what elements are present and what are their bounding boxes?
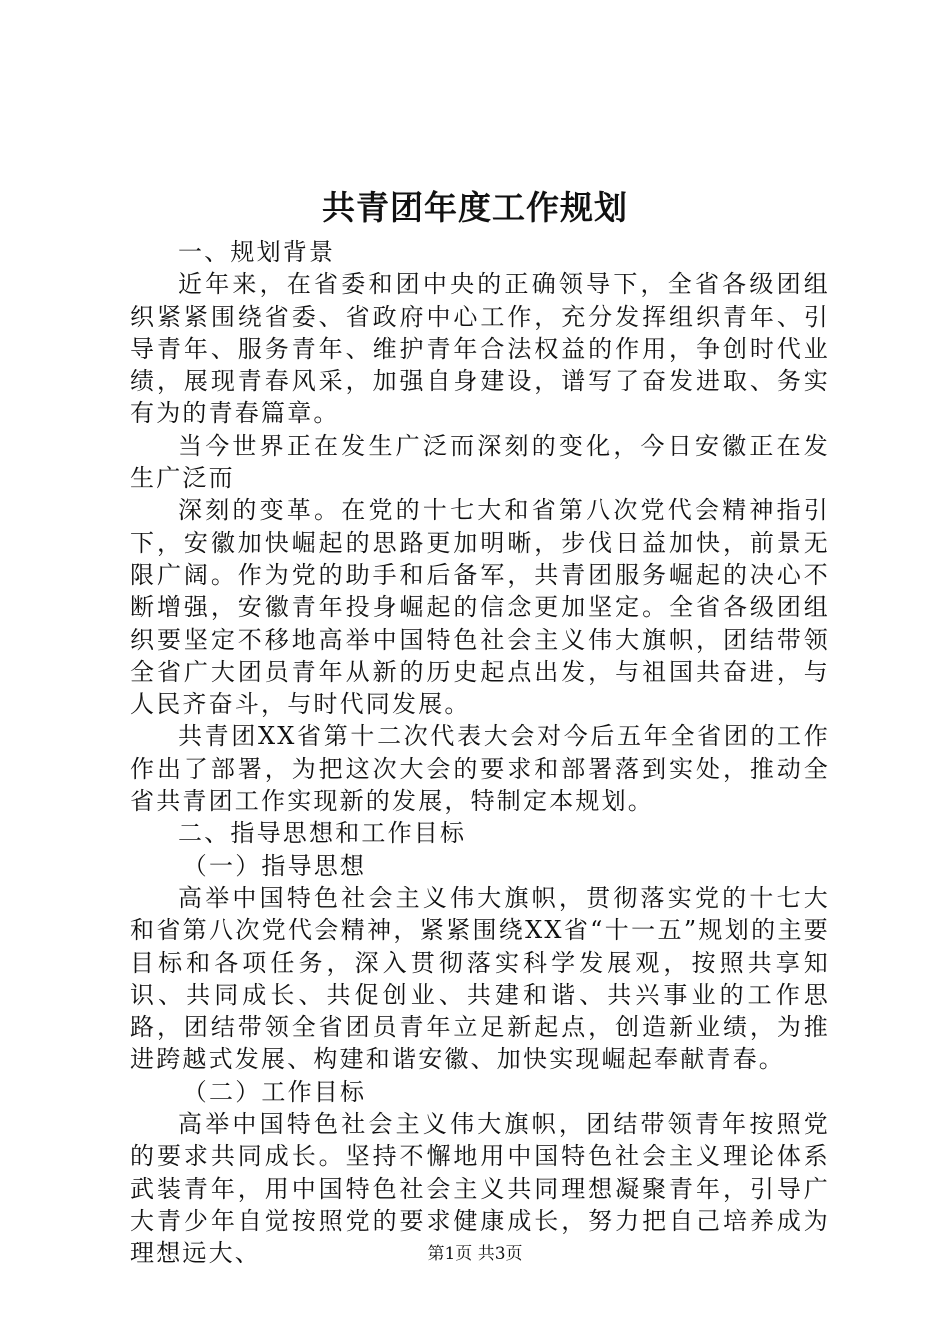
subsection-heading-work-goals: （二）工作目标	[182, 1077, 367, 1106]
section-heading-guidance: 二、指导思想和工作目标	[178, 819, 467, 848]
paragraph: 高举中国特色社会主义伟大旗帜，贯彻落实党的十七大和省第八次党代会精神，紧紧围绕XX省“十一五”规划的主要目标和各项任务，深入贯彻落实科学发展观，按照共享知识、共同成长、共促创业、共建和谐、共兴事业的工作思路，团结带领全省团员青年立足新起点，创造新业绩，为推进跨越式发展、构建和谐安徽、加快实现崛起奉献青春。	[130, 883, 830, 1074]
paragraph: 高举中国特色社会主义伟大旗帜，团结带领青年按照党的要求共同成长。坚持不懈地用中国特色社会主义理论体系武装青年，用中国特色社会主义共同理想凝聚青年，引导广大青少年自觉按照党的要求健康成长，努力把自己培养成为理想远大、	[130, 1110, 830, 1268]
document-title: 共青团年度工作规划	[322, 188, 628, 227]
paragraph: 深刻的变革。在党的十七大和省第八次党代会精神指引下，安徽加快崛起的思路更加明晰，步伐日益加快，前景无限广阔。作为党的助手和后备军，共青团服务崛起的决心不断增强，安徽青年投身崛起的信念更加坚定。全省各级团组织要坚定不移地高举中国特色社会主义伟大旗帜，团结带领全省广大团员青年从新的历史起点出发，与祖国共奋进，与人民齐奋斗，与时代同发展。	[130, 496, 830, 719]
page-footer: 第1页 共3页	[427, 1244, 523, 1264]
section-heading-background: 一、规划背景	[178, 238, 336, 266]
document-body	[130, 236, 830, 1270]
paragraph: 共青团XX省第十二次代表大会对今后五年全省团的工作作出了部署，为把这次大会的要求和部署落到实处，推动全省共青团工作实现新的发展，特制定本规划。	[130, 722, 830, 816]
subsection-heading-guiding-thought: （一）指导思想	[182, 851, 367, 880]
paragraph: 近年来，在省委和团中央的正确领导下，全省各级团组织紧紧围绕省委、省政府中心工作，充分发挥组织青年、引导青年、服务青年、维护青年合法权益的作用，争创时代业绩，展现青春风采，加强自身建设，谱写了奋发进取、务实有为的青春篇章。	[130, 270, 830, 428]
paragraph: 当今世界正在发生广泛而深刻的变化，今日安徽正在发生广泛而	[130, 431, 830, 493]
